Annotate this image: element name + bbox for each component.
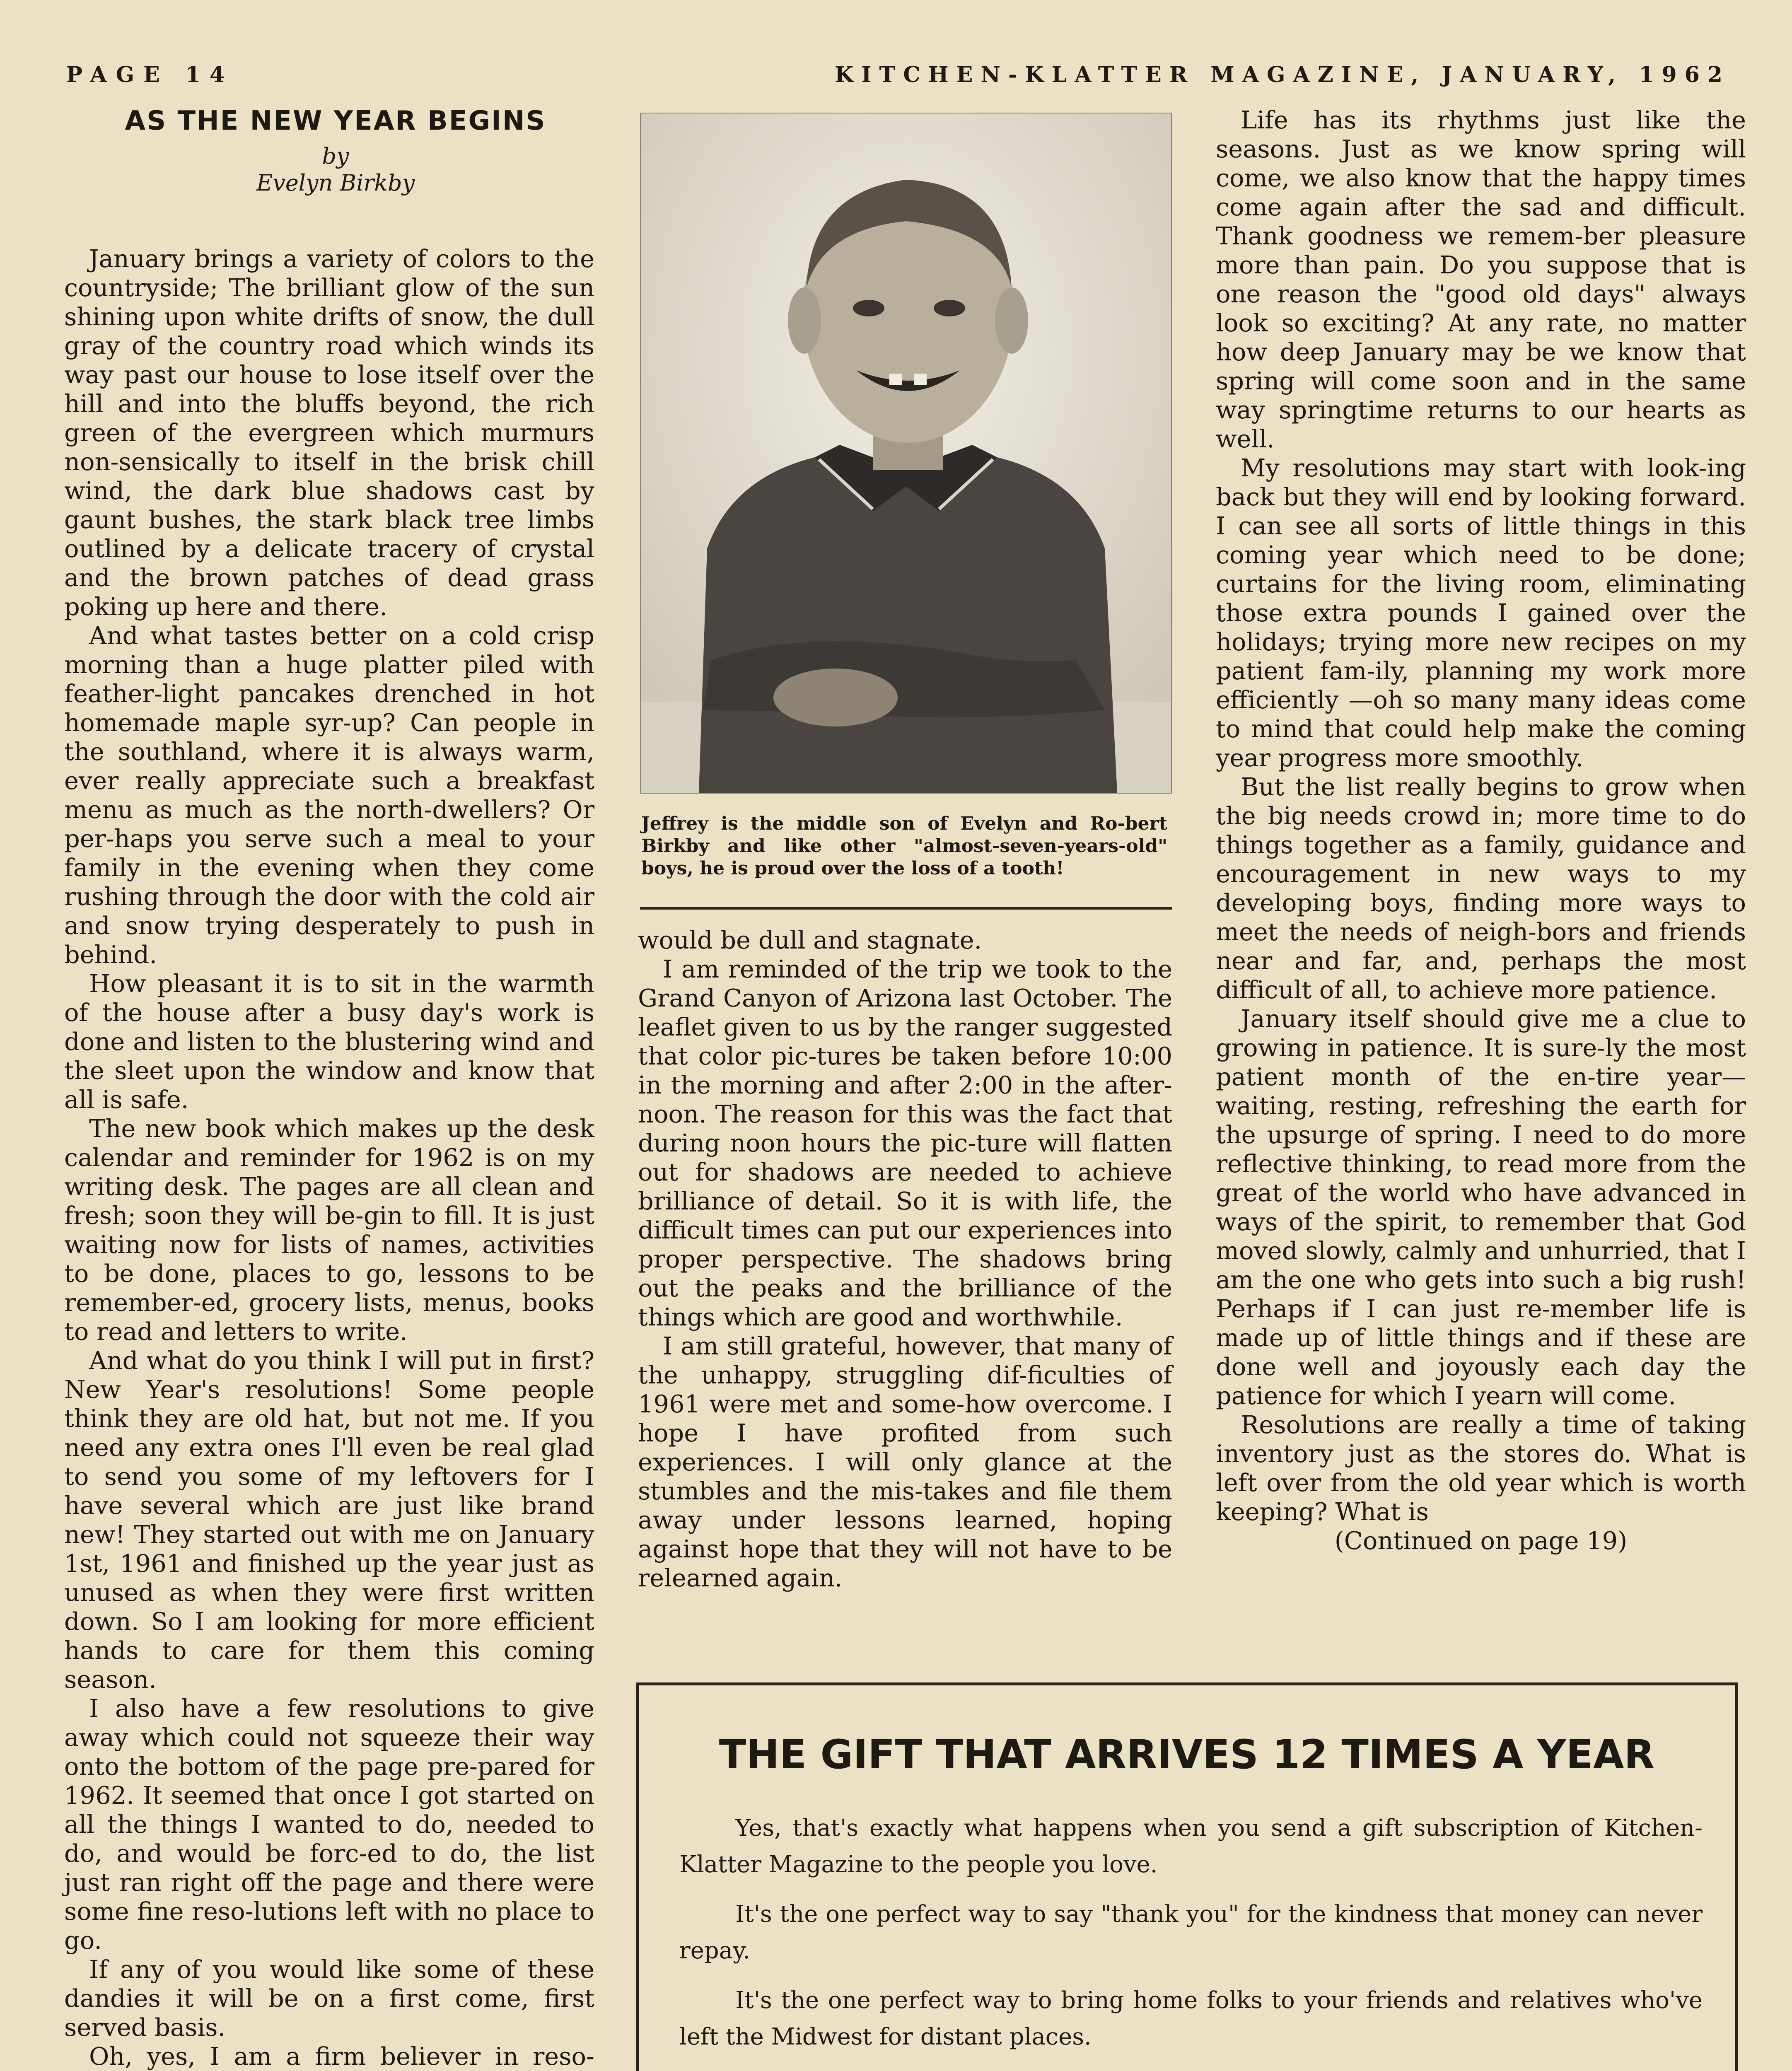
byline-by: by — [322, 143, 349, 169]
paragraph: Life has its rhythms just like the seasons. Just as we know spring will come, we also know that the happy times come again after the sad and difficult. Thank goodness we remem-ber pleasure more than pain. Do you suppose that is one reason the "good old days" always look so exciting? At any rate, no matter how deep January may be we know that spring will come soon and in the same way springtime returns to our hearts as well. — [1216, 106, 1746, 453]
paragraph: But the list really begins to grow when the big needs crowd in; more time to do things together as a family, guidance and encouragement in new ways to my developing boys, finding more ways to meet the needs of neigh-bors and friends near and far, and, perhaps the most difficult of all, to achieve more patience. — [1216, 772, 1746, 1004]
ad-paragraph — [679, 2069, 1703, 2071]
paragraph: If any of you would like some of these dandies it will be on a first come, first served basis. — [64, 1955, 594, 2042]
paragraph: And what do you think I will put in first? New Year's resolutions! Some people think they are old hat, but not me. If you need any extra ones I'll even be real glad to send you some of my leftovers for I have several which are just like brand new! They started out with me on January 1st, 1961 and finished up the year just as unused as when they were first written down. So I am looking for more efficient hands to care for them this coming season. — [64, 1346, 594, 1694]
ad-paragraph: It's the one perfect way to bring home folks to your friends and relatives who've left the Midwest for distant places. — [679, 1987, 1703, 2050]
paragraph: I am reminded of the trip we took to the Grand Canyon of Arizona last October. The leaflet given to us by the ranger suggested that color pic-tures be taken before 10:00 in the morning and after 2:00 in the after-noon. The reason for this was the fact that during noon hours the pic-ture will flatten out for shadows are needed to achieve brilliance of detail. So it is with life, the difficult times can put our experiences into proper perspective. The shadows bring out the peaks and the brilliance of the things which are good and worthwhile. — [638, 955, 1172, 1331]
ad-paragraph: It's the one perfect way to say "thank you" for the kindness that money can never repay. — [679, 1901, 1703, 1964]
boy-photo — [640, 113, 1172, 794]
masthead: KITCHEN-KLATTER MAGAZINE, JANUARY, 1962 — [835, 62, 1731, 87]
paragraph: Oh, yes, I am a firm believer in reso- — [89, 2042, 594, 2071]
paragraph: Resolutions are really a time of taking inventory just as the stores do. What is left over from the old year which is worth keeping? What is — [1216, 1410, 1746, 1526]
photo-caption: Jeffrey is the middle son of Evelyn and Ro-bert Birkby and like other "almost-seven-years-old" boys, he is proud over the loss of a tooth! — [641, 813, 1167, 879]
paragraph: And what tastes better on a cold crisp morning than a huge platter piled with feather-light pancakes drenched in hot homemade maple syr-up? Can people in the southland, where it is always warm, ever really appreciate such a breakfast menu as much as the north-dwellers? Or per-haps you serve such a meal to your family in the evening when they come rushing through the door with the cold air and snow trying desperately to push in behind. — [64, 621, 594, 969]
paragraph: The new book which makes up the desk calendar and reminder for 1962 is on my writing desk. The pages are all clean and fresh; soon they will be-gin to fill. It is just waiting now for lists of names, activities to be done, places to go, lessons to be remember-ed, grocery lists, menus, books to read and letters to write. — [64, 1114, 594, 1346]
paragraph: January brings a variety of colors to the countryside; The brilliant glow of the sun shining upon white drifts of snow, the dull gray of the country road which winds its way past our house to lose itself over the hill and into the bluffs beyond, the rich green of the evergreen which murmurs non-sensically to itself in the brisk chill wind, the dark blue shadows cast by gaunt bushes, the stark black tree limbs outlined by a delicate tracery of crystal and the brown patches of dead grass poking up here and there. — [64, 244, 594, 621]
ad-paragraph: Yes, that's exactly what happens when you send a gift subscription of Kitchen-Klatter Magazine to the people you love. — [679, 1815, 1703, 1878]
article-title: AS THE NEW YEAR BEGINS — [125, 106, 546, 136]
article-column-1 — [64, 244, 594, 2071]
paragraph: January itself should give me a clue to growing in patience. It is sure-ly the most patient month of the en-tire year—waiting, resting, refreshing the earth for the upsurge of spring. I need to do more reflective thinking, to read more from the great of the world who have advanced in ways of the spirit, to remember that God moved slowly, calmly and unhurried, that I am the one who gets into such a big rush! Perhaps if I can just re-member life is made up of little things and if these are done well and joyously each day the patience for which I yearn will come. — [1216, 1004, 1746, 1410]
paragraph: My resolutions may start with look-ing back but they will end by looking forward. I can see all sorts of little things in this coming year which need to be done; curtains for the living room, eliminating those extra pounds I gained over the holidays; trying more new recipes on my patient fam-ily, planning my work more efficiently —oh so many many ideas come to mind that could help make the coming year progress more smoothly. — [1216, 454, 1746, 772]
byline-author: Evelyn Birkby — [256, 170, 415, 196]
paragraph: I also have a few resolutions to give away which could not squeeze their way onto the bottom of the page pre-pared for 1962. It seemed that once I got started on all the things I wanted to do, needed to do, and would be forc-ed to do, the list just ran right off the page and there were some fine reso-lutions left with no place to go. — [64, 1694, 594, 1955]
article-column-2 — [638, 926, 1172, 1593]
paragraph: I am still grateful, however, that many of the unhappy, struggling dif-ficulties of 1961 were met and some-how overcome. I hope I have profited from such experiences. I will only glance at the stumbles and the mis-takes and file them away under lessons learned, hoping against hope that they will not have to be relearned again. — [638, 1332, 1172, 1592]
caption-rule — [640, 907, 1172, 910]
paragraph: How pleasant it is to sit in the warmth of the house after a busy day's work is done and listen to the blustering wind and the sleet upon the window and know that all is safe. — [64, 969, 594, 1114]
paragraph: would be dull and stagnate. — [638, 926, 982, 954]
boy-portrait-image — [641, 113, 1171, 793]
continued-note: (Continued on page 19) — [1334, 1526, 1628, 1555]
article-column-3 — [1216, 106, 1746, 1555]
ad-title: THE GIFT THAT ARRIVES 12 TIMES A YEAR — [719, 1731, 1655, 1778]
page-number: PAGE 14 — [66, 62, 234, 87]
